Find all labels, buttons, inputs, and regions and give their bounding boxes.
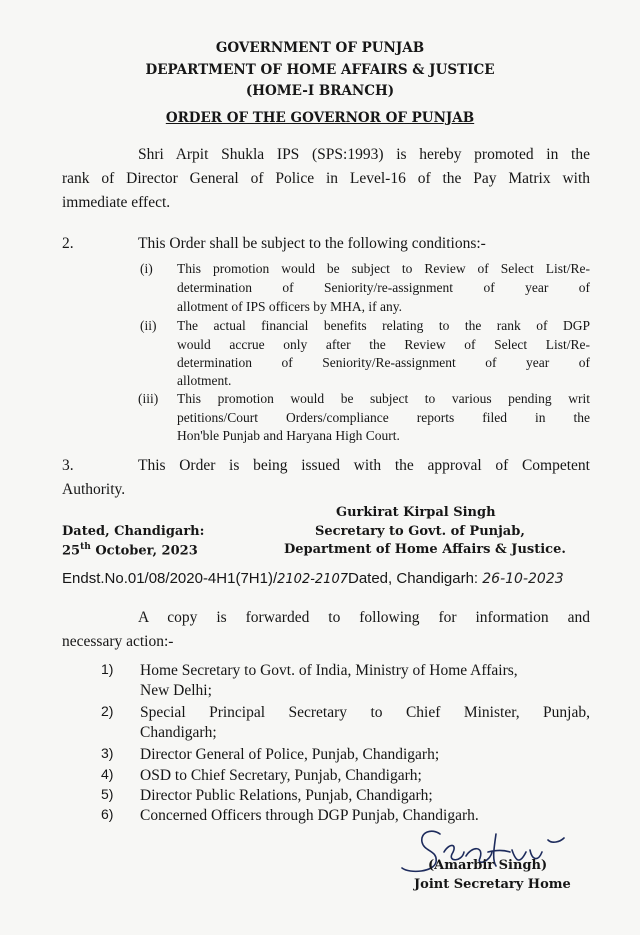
copy-item-line: Special Principal Secretary to Chief Minister, Punjab, (140, 704, 590, 721)
endorsement-line: Endst.No.01/08/2020-4H1(7H1)/2102-2107Dated, Chandigarh: 26-10-2023 (62, 570, 564, 587)
copy-item-number: 3) (101, 745, 114, 761)
copy-item-line: Chandigarh; (140, 724, 217, 741)
copy-item-number: 5) (101, 786, 114, 802)
para1-line1: Shri Arpit Shukla IPS (SPS:1993) is hereby promoted in the (138, 146, 590, 163)
para3-number: 3. (62, 457, 74, 474)
condition-line: This promotion would be subject to Review of Select List/Re- (177, 261, 590, 276)
condition-line: determination of Seniority/re-assignment of year of (177, 280, 590, 295)
header-branch: (HOME-I BRANCH) (245, 83, 395, 99)
para3-line2: Authority. (62, 481, 126, 498)
copy-item-number: 1) (101, 661, 114, 677)
condition-line: This promotion would be subject to various pending writ (177, 391, 590, 406)
condition-line: determination of Seniority/Re-assignment of year of (177, 355, 590, 370)
copy-item-line: Director Public Relations, Punjab, Chandigarh; (140, 787, 433, 804)
copy-line2: necessary action:- (62, 633, 174, 650)
condition-line: Hon'ble Punjab and Haryana High Court. (177, 428, 400, 443)
copy-item-number: 4) (101, 766, 114, 782)
header-department: DEPARTMENT OF HOME AFFAIRS & JUSTICE (145, 62, 495, 78)
para2-number: 2. (62, 235, 74, 252)
para1-line2: rank of Director General of Police in Level-16 of the Pay Matrix with (62, 170, 590, 187)
dated-date: 25th October, 2023 (62, 542, 198, 559)
handwritten-signature (392, 822, 582, 882)
footer-designation: Joint Secretary Home (414, 877, 571, 892)
copy-item-number: 6) (101, 806, 114, 822)
order-title: ORDER OF THE GOVERNOR OF PUNJAB (165, 110, 475, 126)
condition-line: petitions/Court Orders/compliance reports filed in the (177, 410, 590, 425)
condition-line: allotment. (177, 373, 232, 388)
para3-line1: This Order is being issued with the approval of Competent (138, 457, 590, 474)
header-government: GOVERNMENT OF PUNJAB (215, 40, 425, 56)
condition-label: (i) (140, 261, 153, 276)
handwritten-endorsement-date: 26-10-2023 (482, 571, 564, 587)
condition-label: (ii) (140, 318, 157, 333)
footer-name: (Amarbir Singh) (428, 858, 548, 873)
condition-line: The actual financial benefits relating to the rank of DGP (177, 318, 590, 333)
copy-item-line: Director General of Police, Punjab, Chandigarh; (140, 746, 440, 763)
para2-intro: This Order shall be subject to the following conditions:- (138, 235, 486, 252)
copy-item-line: Concerned Officers through DGP Punjab, Chandigarh. (140, 807, 479, 824)
copy-item-number: 2) (101, 703, 114, 719)
handwritten-endorsement-number: 2102-2107 (277, 572, 348, 587)
copy-item-line: OSD to Chief Secretary, Punjab, Chandigarh; (140, 767, 422, 784)
copy-line1: A copy is forwarded to following for information and (138, 609, 590, 626)
condition-line: allotment of IPS officers by MHA, if any. (177, 299, 402, 314)
dated-place: Dated, Chandigarh: (62, 524, 205, 539)
condition-line: would accrue only after the Review of Select List/Re- (177, 337, 590, 352)
copy-item-line: Home Secretary to Govt. of India, Ministry of Home Affairs, (140, 662, 518, 679)
signatory-designation: Secretary to Govt. of Punjab, (315, 524, 525, 539)
signatory-department: Department of Home Affairs & Justice. (284, 542, 566, 557)
signatory-name: Gurkirat Kirpal Singh (336, 505, 496, 520)
copy-item-line: New Delhi; (140, 682, 212, 699)
condition-label: (iii) (138, 391, 159, 406)
para1-line3: immediate effect. (62, 194, 171, 211)
